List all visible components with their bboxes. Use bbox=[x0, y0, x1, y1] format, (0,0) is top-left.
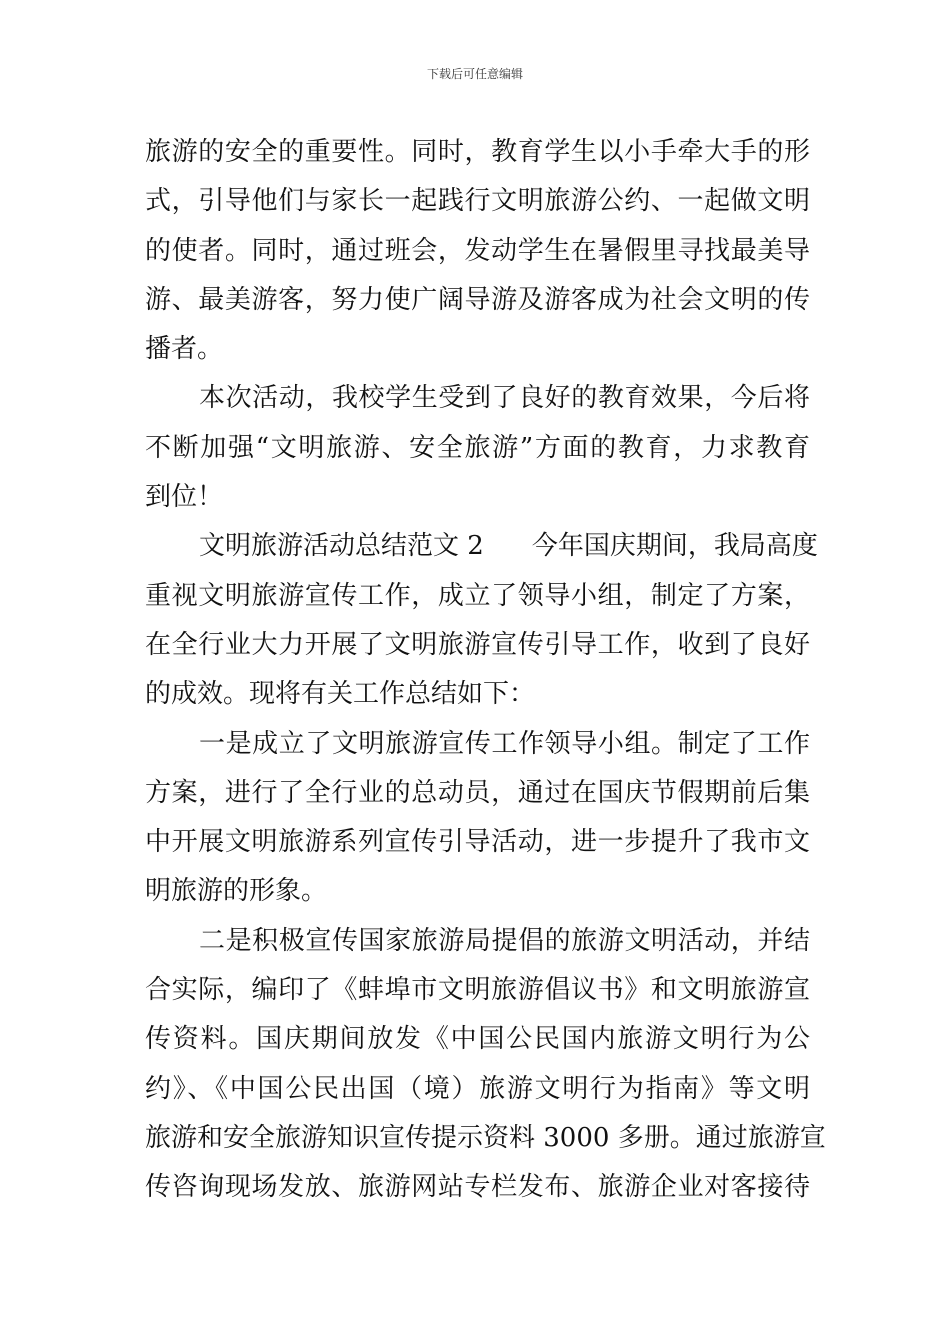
text-line: 旅游和安全旅游知识宣传提示资料 3000 多册。通过旅游宣 bbox=[145, 1122, 826, 1153]
text-line: 旅游的安全的重要性。同时，教育学生以小手牵大手的形 bbox=[145, 137, 810, 167]
section-heading: 文明旅游活动总结范文 2 bbox=[199, 531, 484, 562]
text-line: 游、最美游客，努力使广阔导游及游客成为社会文明的传 bbox=[145, 284, 810, 315]
text-line: 合实际，编印了《蚌埠市文明旅游倡议书》和文明旅游宣 bbox=[145, 975, 810, 1006]
text-line: 的使者。同时，通过班会，发动学生在暑假里寻找最美导 bbox=[145, 235, 810, 266]
text-line: 传资料。国庆期间放发《中国公民国内旅游文明行为公 bbox=[145, 1024, 810, 1055]
text-line: 播者。 bbox=[145, 334, 224, 365]
text-line: 一是成立了文明旅游宣传工作领导小组。制定了工作 bbox=[199, 728, 810, 759]
text-line: 约》、《中国公民出国（境）旅游文明行为指南》等文明 bbox=[145, 1073, 810, 1104]
text-line: 本次活动，我校学生受到了良好的教育效果，今后将 bbox=[199, 383, 810, 414]
heading-line bbox=[145, 522, 818, 571]
text-line: 到位！ bbox=[145, 482, 224, 513]
text-line: 式，引导他们与家长一起践行文明旅游公约、一起做文明 bbox=[145, 186, 810, 217]
text-line: 二是积极宣传国家旅游局提倡的旅游文明活动，并结 bbox=[199, 925, 810, 956]
text-line: 重视文明旅游宣传工作，成立了领导小组，制定了方案， bbox=[145, 580, 810, 611]
text-line: 中开展文明旅游系列宣传引导活动，进一步提升了我市文 bbox=[145, 827, 810, 858]
text-line: 传咨询现场发放、旅游网站专栏发布、旅游企业对客接待 bbox=[145, 1172, 810, 1203]
text-line: 明旅游的形象。 bbox=[145, 876, 328, 907]
text-line: 不断加强“文明旅游、安全旅游”方面的教育，力求教育 bbox=[145, 432, 810, 463]
page-header: 下载后可任意编辑 bbox=[426, 67, 523, 81]
document-body bbox=[145, 128, 826, 1213]
text-line: 在全行业大力开展了文明旅游宣传引导工作，收到了良好 bbox=[145, 629, 810, 660]
text-line: 方案，进行了全行业的总动员，通过在国庆节假期前后集 bbox=[145, 777, 810, 808]
text-run: 今年国庆期间，我局高度 bbox=[531, 531, 818, 562]
text-line: 的成效。现将有关工作总结如下： bbox=[145, 679, 536, 710]
